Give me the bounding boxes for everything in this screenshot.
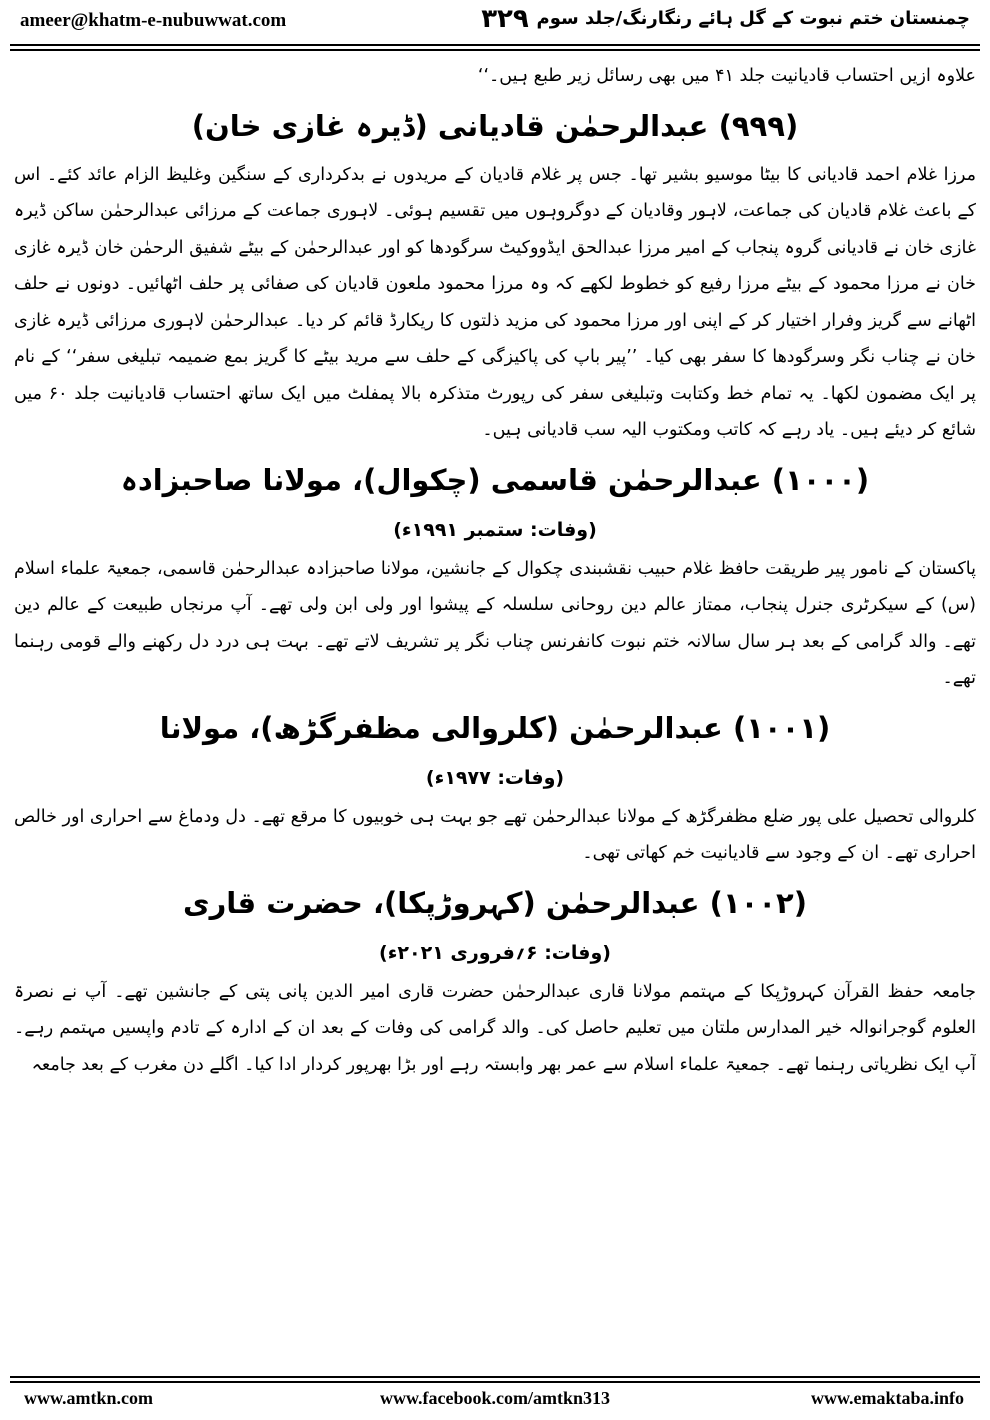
page-body [14, 58, 976, 1370]
page-number: ۳۲۹ [481, 4, 529, 34]
death-date-1000: (وفات: ستمبر ۱۹۹۱ء) [393, 518, 597, 541]
entry-paragraph-1000: پاکستان کے نامور پیر طریقت حافظ غلام حبیب نقشبندی چکوال کے جانشین، مولانا صاحبزادہ عبدالرحمٰن قاسمی، جمعیۃ علماء اسلام (س) کے سیکرٹری جنرل پنجاب، ممتاز عالم دین روحانی سلسلہ کے پیشوا اور ولی ابن ولی تھے۔ آپ مرنجاں طبیعت کے عالم دین تھے۔ والد گرامی کے بعد ہر سال سالانہ ختم نبوت کانفرنس چناب نگر پر تشریف لاتے تھے۔ بہت ہی درد دل رکھنے والے قومی رہنما تھے۔ [14, 558, 976, 688]
page-footer [10, 1384, 980, 1416]
header-email: ameer@khatm-e-nubuwwat.com [20, 10, 287, 31]
death-date-1002: (وفات: ۶؍فروری ۲۰۲۱ء) [379, 941, 611, 964]
footer-link-amtkn[interactable]: www.amtkn.com [24, 1388, 153, 1408]
page-header [10, 0, 980, 42]
death-date-1001: (وفات: ۱۹۷۷ء) [425, 766, 565, 789]
entry-heading-1002: (۱۰۰۲) عبدالرحمٰن (کہروڑپکا)، حضرت قاری [182, 885, 808, 920]
header-rule-inner [10, 49, 980, 51]
entry-heading-999: (۹۹۹) عبدالرحمٰن قادیانی (ڈیرہ غازی خان) [191, 108, 799, 143]
intro-paragraph: علاوہ ازیں احتساب قادیانیت جلد ۴۱ میں بھی رسائل زیر طبع ہیں۔‘‘ [477, 66, 976, 86]
footer-link-facebook[interactable]: www.facebook.com/amtkn313 [380, 1388, 610, 1408]
header-rule-outer [10, 44, 980, 46]
entry-heading-1001: (۱۰۰۱) عبدالرحمٰن (کلروالی مظفرگڑھ)، مولانا [159, 710, 831, 745]
footer-rule-inner [10, 1381, 980, 1383]
entry-paragraph-999: مرزا غلام احمد قادیانی کا بیٹا موسیو بشیر تھا۔ جس پر غلام قادیان کے مریدوں نے بدکرداری کے سنگین وغلیظ الزام عائد کئے۔ اس کے باعث غلام قادیان کی جماعت، لاہور وقادیان کے دوگروہوں میں تقسیم ہوئی۔ لاہوری جماعت کے مرزائی عبدالرحمٰن ساکن ڈیرہ غازی خان نے قادیانی گروہ پنجاب کے امیر مرزا عبدالحق ایڈووکیٹ سرگودھا کو اور عبدالرحمٰن کے بیٹے شفیق الرحمٰن خان ڈیرہ غازی خان نے مرزا محمود کے بیٹے مرزا رفیع کو خطوط لکھے کہ وہ مرزا محمود ملعون قادیان کی صفائی پر حلف اٹھائیں۔ دونوں نے حلف اٹھانے سے گریز وفرار اختیار کر کے اپنی اور مرزا محمود کی مزید ذلتوں کا ریکارڈ قائم کر دیا۔ عبدالرحمٰن لاہوری مرزائی ڈیرہ غازی خان نے چناب نگر وسرگودھا کا سفر بھی کیا۔ ’’پیر باپ کی پاکیزگی کے حلف سے مرید بیٹے کا گریز بمع ضمیمہ تبلیغی سفر‘‘ کے نام پر ایک مضمون لکھا۔ یہ تمام خط وکتابت وتبلیغی سفر کی رپورٹ متذکرہ بالا پمفلٹ میں ایک ساتھ احتساب قادیانیت جلد ۶۰ میں شائع کر دیئے ہیں۔ یاد رہے کہ کاتب ومکتوب الیہ سب قادیانی ہیں۔ [14, 164, 976, 440]
entry-heading-1000: (۱۰۰۰) عبدالرحمٰن قاسمی (چکوال)، مولانا صاحبزادہ [120, 462, 870, 497]
book-title: چمنستان ختم نبوت کے گل ہائے رنگارنگ/جلد سوم [536, 8, 970, 29]
footer-rule-outer [10, 1376, 980, 1378]
entry-paragraph-1002: جامعہ حفظ القرآن کہروڑپکا کے مہتمم مولانا قاری عبدالرحمٰن حضرت قاری امیر الدین پانی پتی کے جانشین تھے۔ آپ نے نصرۃ العلوم گوجرانوالہ خیر المدارس ملتان میں تعلیم حاصل کی۔ والد گرامی کی وفات کے بعد ان کے ادارہ کے تادم واپسیں مہتمم رہے۔ آپ ایک نظریاتی رہنما تھے۔ جمعیۃ علماء اسلام سے عمر بھر وابستہ رہے اور بڑا بھرپور کردار ادا کیا۔ اگلے دن مغرب کے بعد جامعہ [14, 981, 976, 1075]
entry-paragraph-1001: کلروالی تحصیل علی پور ضلع مظفرگڑھ کے مولانا عبدالرحمٰن تھے جو بہت ہی خوبیوں کا مرقع تھے۔ دل ودماغ سے احراری اور خالص احراری تھے۔ ان کے وجود سے قادیانیت خم کھاتی تھی۔ [14, 806, 976, 863]
footer-link-emaktaba[interactable]: www.emaktaba.info [810, 1388, 964, 1408]
